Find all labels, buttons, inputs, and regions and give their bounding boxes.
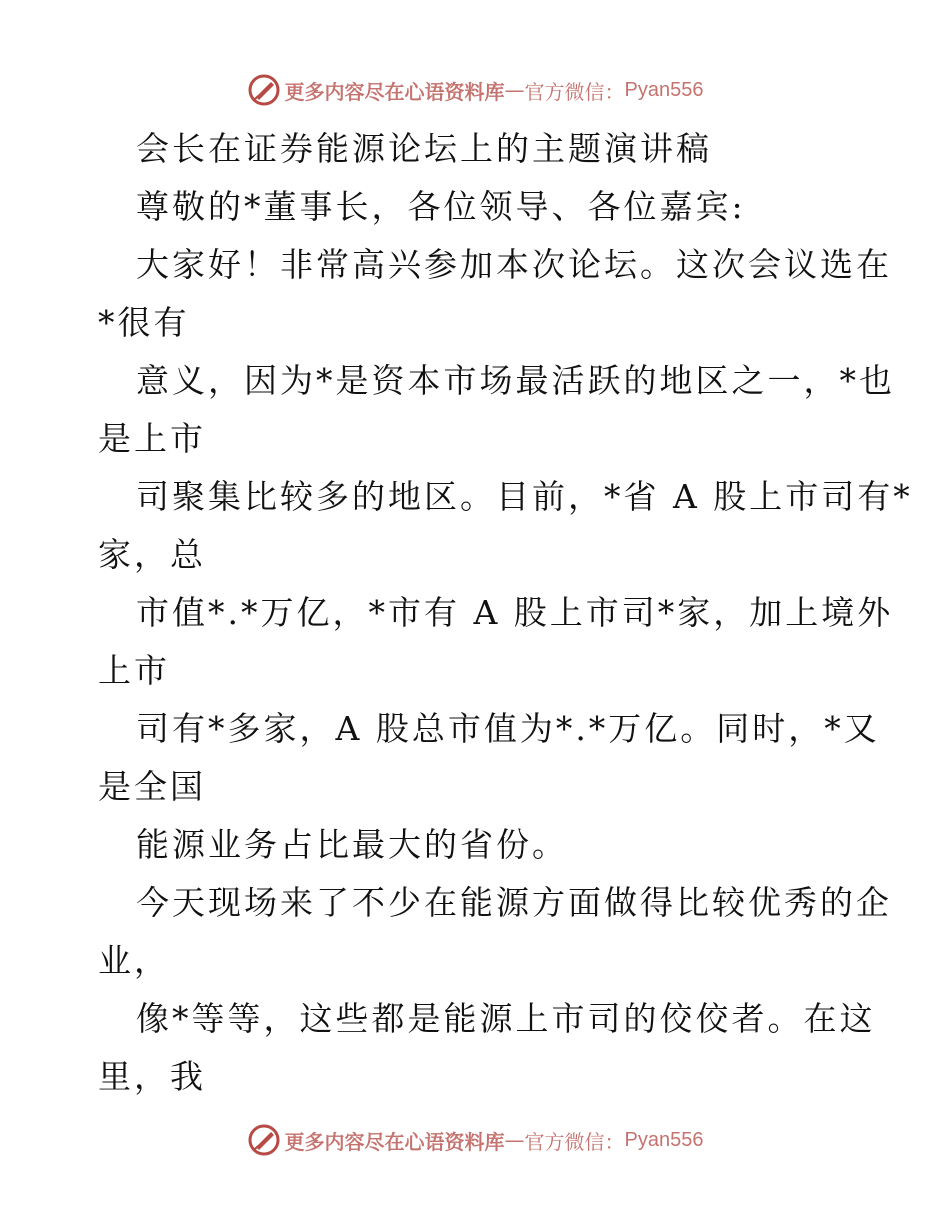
text-line: 是上市 [98,419,206,458]
text-line: 家，总 [98,535,206,574]
text-line: 上市 [98,651,170,690]
text-line: 市值*.*万亿，*市有 A 股上市司*家，加上境外 [136,593,894,632]
text-line: 司有*多家，A 股总市值为*.*万亿。同时，*又 [136,709,880,748]
banner-dash: — [504,1128,525,1152]
wechat-label: 官方微信： [524,79,625,104]
text-line: 里，我 [98,1057,206,1096]
text-line: *很有 [98,303,190,342]
text-line: 司聚集比较多的地区。目前，*省 A 股上市司有* [136,477,913,516]
wechat-label: 官方微信： [524,1129,625,1154]
text-line: 尊敬的*董事长，各位领导、各位嘉宾: [136,187,746,226]
text-line: 意义，因为*是资本市场最活跃的地区之一，*也 [136,361,895,400]
document-body [98,120,913,1106]
text-line: 业， [98,941,170,980]
quill-logo-icon [247,1123,281,1157]
text-line: 是全国 [98,767,206,806]
library-text: 更多内容尽在心语资料库 [284,1129,505,1154]
quill-logo-icon [247,73,281,107]
footer-watermark [0,1120,950,1160]
text-line: 像*等等，这些都是能源上市司的佼佼者。在这 [136,999,876,1038]
header-watermark [0,70,950,110]
wechat-id: Pyan556 [624,78,704,101]
library-text: 更多内容尽在心语资料库 [284,79,505,104]
text-line: 能源业务占比最大的省份。 [136,825,568,864]
wechat-id: Pyan556 [624,1128,704,1151]
banner-dash: — [504,78,525,102]
text-line: 大家好！非常高兴参加本次论坛。这次会议选在 [136,245,892,284]
text-line: 会长在证券能源论坛上的主题演讲稿 [136,129,712,168]
text-line: 今天现场来了不少在能源方面做得比较优秀的企 [136,883,892,922]
